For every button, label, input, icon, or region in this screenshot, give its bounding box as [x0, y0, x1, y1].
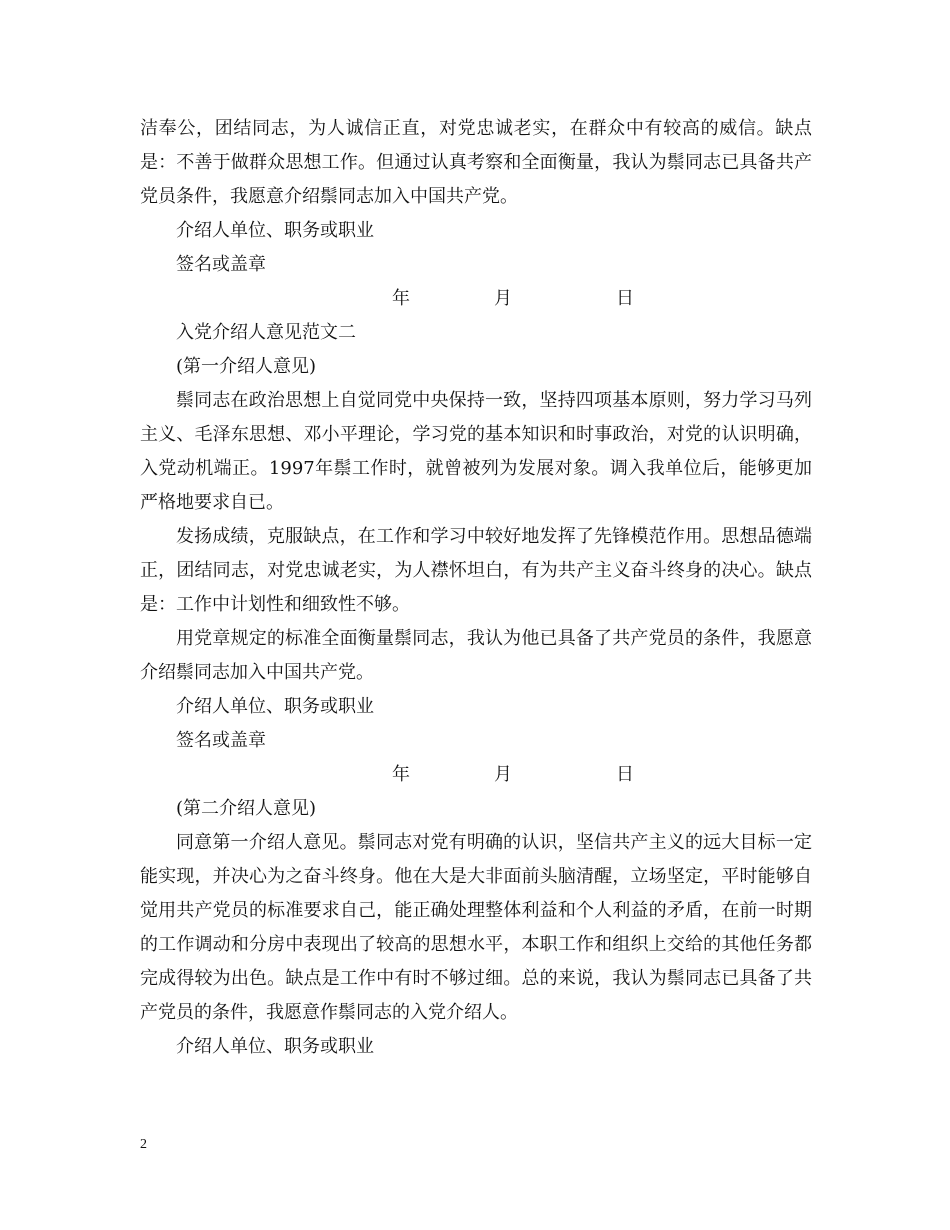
page-number: 2	[140, 1137, 147, 1152]
section-heading: 入党介绍人意见范文二	[176, 322, 356, 343]
paragraph-continued: 洁奉公，团结同志，为人诚信正直，对党忠诚老实，在群众中有较高的威信。缺点是：不善于做群众思想工作。但通过认真考察和全面衡量，我认为鬃同志已具备共产党员条件，我愿意介绍鬃同志加入中国共产党。	[140, 118, 812, 207]
referrer-unit-label: 介绍人单位、职务或职业	[176, 1036, 374, 1057]
date-day-label: 日	[616, 764, 634, 785]
date-day-label: 日	[616, 288, 634, 309]
date-month-label: 月	[494, 288, 512, 309]
date-line	[140, 282, 812, 316]
referrer-unit-label: 介绍人单位、职务或职业	[176, 220, 374, 241]
first-referrer-heading: (第一介绍人意见)	[176, 356, 317, 377]
second-referrer-heading: (第二介绍人意见)	[176, 798, 317, 819]
date-line	[140, 758, 812, 792]
paragraph: 鬃同志在政治思想上自觉同党中央保持一致，坚持四项基本原则，努力学习马列主义、毛泽东思想、邓小平理论，学习党的基本知识和时事政治，对党的认识明确，入党动机端正。1997年鬃工作时，就曾被列为发展对象。调入我单位后，能够更加严格地要求自已。	[140, 390, 812, 513]
date-year-label: 年	[392, 764, 410, 785]
document-body	[140, 112, 812, 1064]
signature-label: 签名或盖章	[176, 254, 266, 275]
paragraph: 用党章规定的标准全面衡量鬃同志，我认为他已具备了共产党员的条件，我愿意介绍鬃同志加入中国共产党。	[140, 628, 812, 683]
paragraph: 发扬成绩，克服缺点，在工作和学习中较好地发挥了先锋模范作用。思想品德端正，团结同志，对党忠诚老实，为人襟怀坦白，有为共产主义奋斗终身的决心。缺点是：工作中计划性和细致性不够。	[140, 526, 812, 615]
date-month-label: 月	[494, 764, 512, 785]
referrer-unit-label: 介绍人单位、职务或职业	[176, 696, 374, 717]
signature-label: 签名或盖章	[176, 730, 266, 751]
paragraph: 同意第一介绍人意见。鬃同志对党有明确的认识，坚信共产主义的远大目标一定能实现，并决心为之奋斗终身。他在大是大非面前头脑清醒，立场坚定，平时能够自觉用共产党员的标准要求自己，能正确处理整体利益和个人利益的矛盾，在前一时期的工作调动和分房中表现出了较高的思想水平，本职工作和组织上交给的其他任务都完成得较为出色。缺点是工作中有时不够过细。总的来说，我认为鬃同志已具备了共产党员的条件，我愿意作鬃同志的入党介绍人。	[140, 832, 812, 1023]
date-year-label: 年	[392, 288, 410, 309]
